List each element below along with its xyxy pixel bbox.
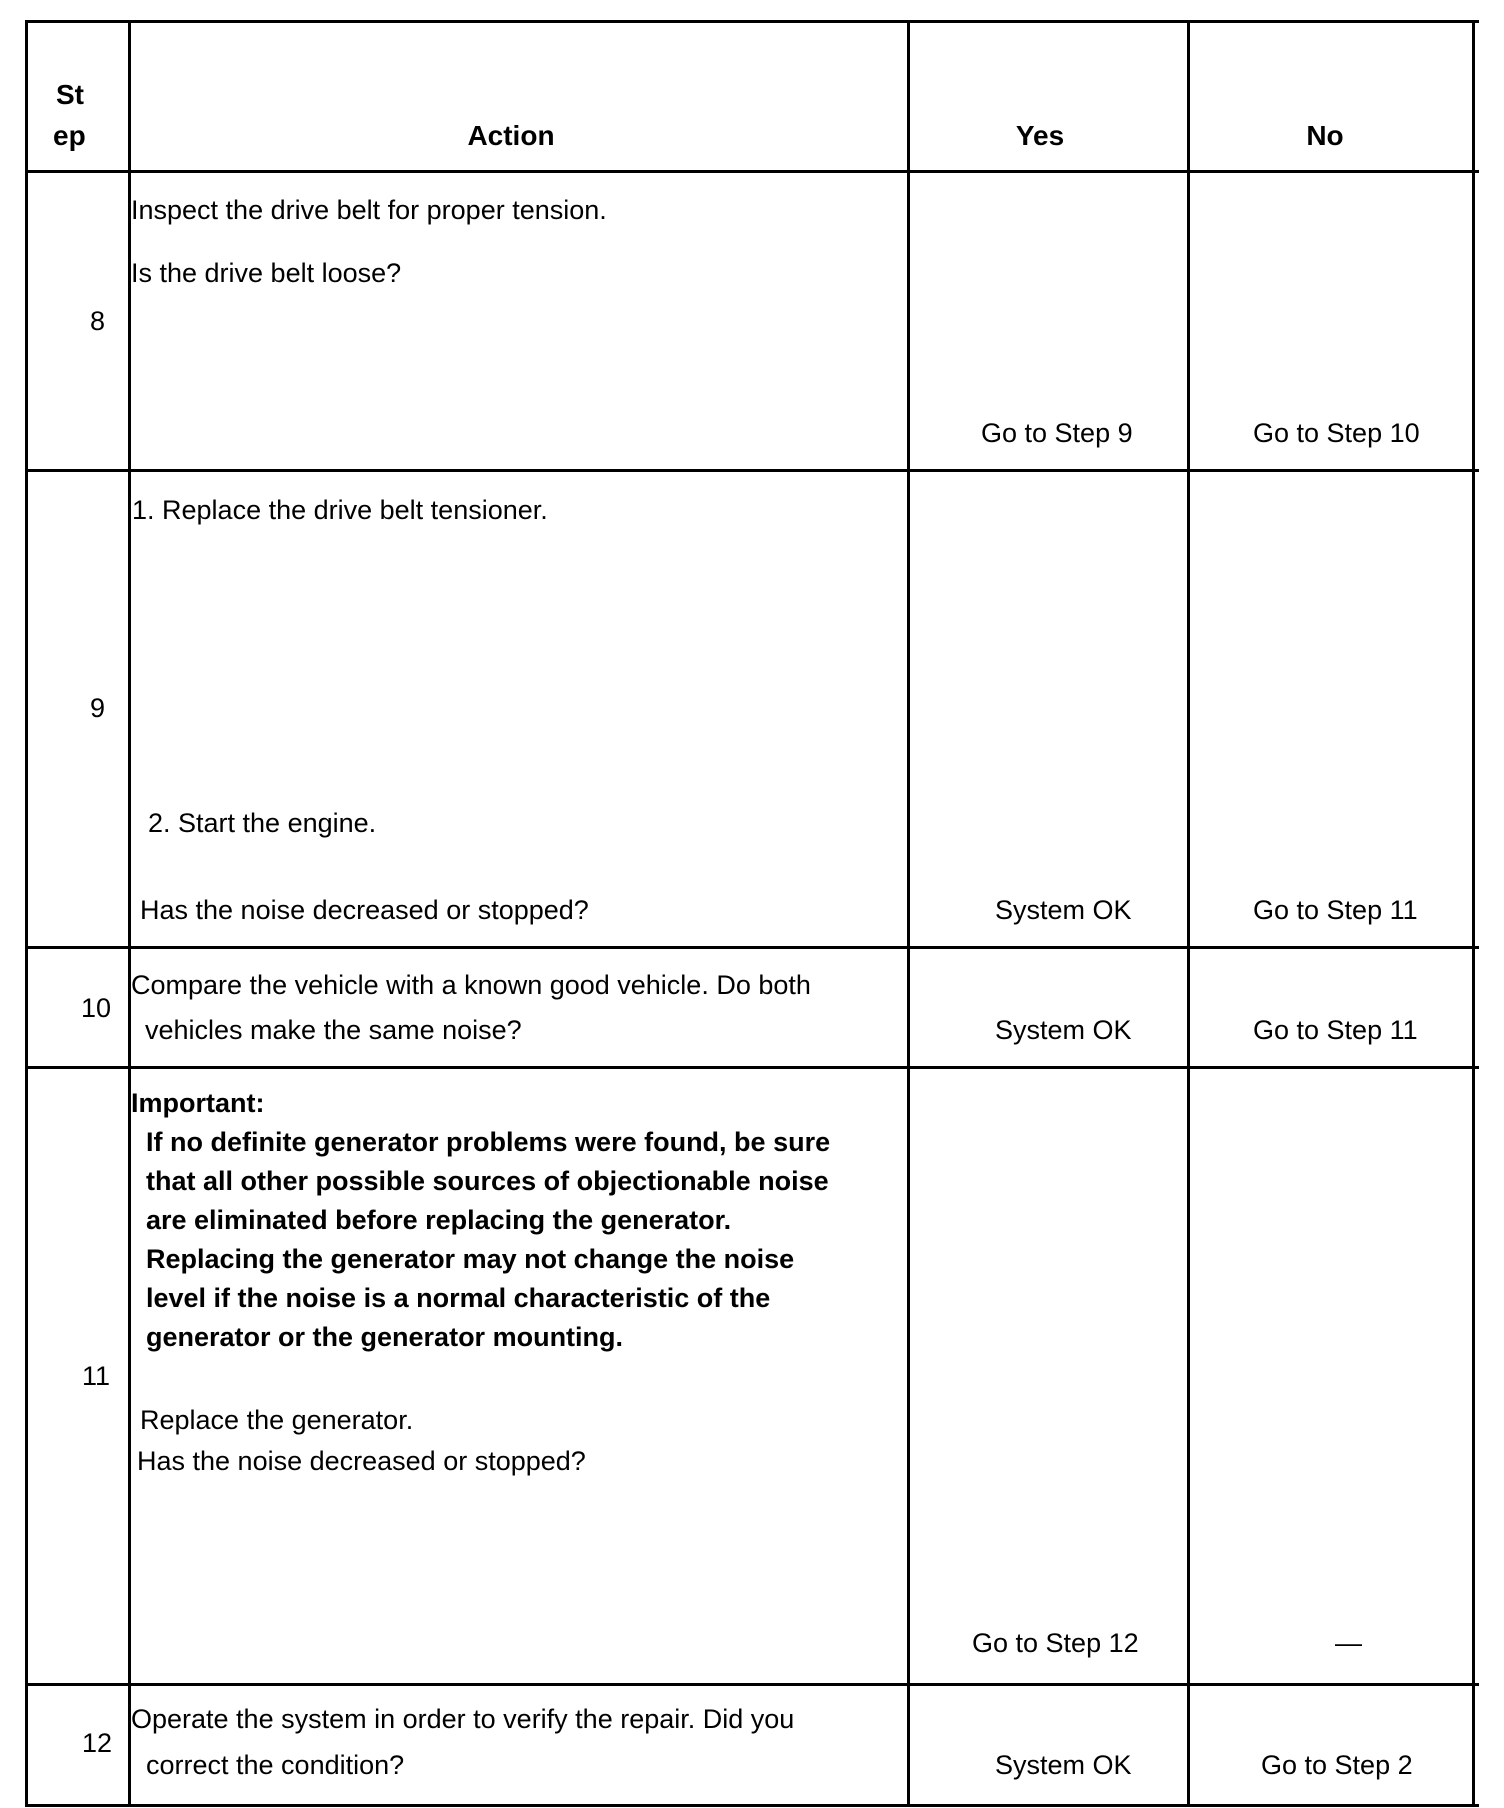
no-result: — (1335, 1628, 1362, 1658)
no-result: Go to Step 11 (1253, 1015, 1418, 1045)
important-label: Important: (131, 1088, 265, 1118)
important-line: Replacing the generator may not change the noise (146, 1244, 795, 1274)
no-result: Go to Step 10 (1253, 418, 1420, 448)
action-line: Inspect the drive belt for proper tension. (131, 195, 607, 225)
important-line: If no definite generator problems were found, be sure (146, 1127, 831, 1157)
table-border-left (25, 20, 28, 1807)
no-result: Go to Step 11 (1253, 895, 1418, 925)
important-line: generator or the generator mounting. (146, 1322, 624, 1352)
action-line: Compare the vehicle with a known good vehicle. Do both (131, 970, 811, 1000)
action-line: Has the noise decreased or stopped? (140, 895, 589, 925)
header-step-line2: ep (53, 120, 86, 151)
table-border-bottom (25, 1804, 1479, 1807)
header-action: Action (467, 120, 555, 151)
important-line: level if the noise is a normal characteristic of the (146, 1283, 771, 1313)
row-divider-10 (25, 1066, 1479, 1069)
table-border-right (1472, 20, 1475, 1807)
no-result: Go to Step 2 (1261, 1750, 1413, 1780)
step-number: 8 (90, 306, 106, 336)
header-divider (25, 170, 1479, 173)
header-step-line1: St (56, 79, 84, 110)
yes-result: Go to Step 9 (981, 418, 1133, 448)
action-line: Has the noise decreased or stopped? (137, 1446, 586, 1476)
step-number: 11 (82, 1361, 111, 1391)
action-line: Operate the system in order to verify the repair. Did you (131, 1704, 795, 1734)
row-divider-8 (25, 469, 1479, 472)
action-line: vehicles make the same noise? (145, 1015, 522, 1045)
yes-result: Go to Step 12 (972, 1628, 1139, 1658)
column-divider-yes (1187, 20, 1190, 1807)
step-number: 9 (90, 693, 106, 723)
action-line: Is the drive belt loose? (131, 258, 402, 288)
important-line: that all other possible sources of objectionable noise (146, 1166, 829, 1196)
action-line: correct the condition? (146, 1750, 405, 1780)
row-divider-11 (25, 1683, 1479, 1686)
action-line: Replace the generator. (140, 1405, 414, 1435)
row-divider-9 (25, 946, 1479, 949)
yes-result: System OK (995, 895, 1132, 925)
step-number: 12 (82, 1728, 113, 1758)
yes-result: System OK (995, 1750, 1132, 1780)
action-line: 2. Start the engine. (148, 808, 377, 838)
important-line: are eliminated before replacing the generator. (146, 1205, 732, 1235)
step-number: 10 (81, 993, 112, 1023)
yes-result: System OK (995, 1015, 1132, 1045)
header-yes: Yes (1015, 120, 1065, 151)
action-line: 1. Replace the drive belt tensioner. (132, 495, 548, 525)
column-divider-step (128, 20, 131, 1807)
header-no: No (1306, 120, 1344, 151)
table-border-top (25, 20, 1479, 23)
column-divider-action (907, 20, 910, 1807)
